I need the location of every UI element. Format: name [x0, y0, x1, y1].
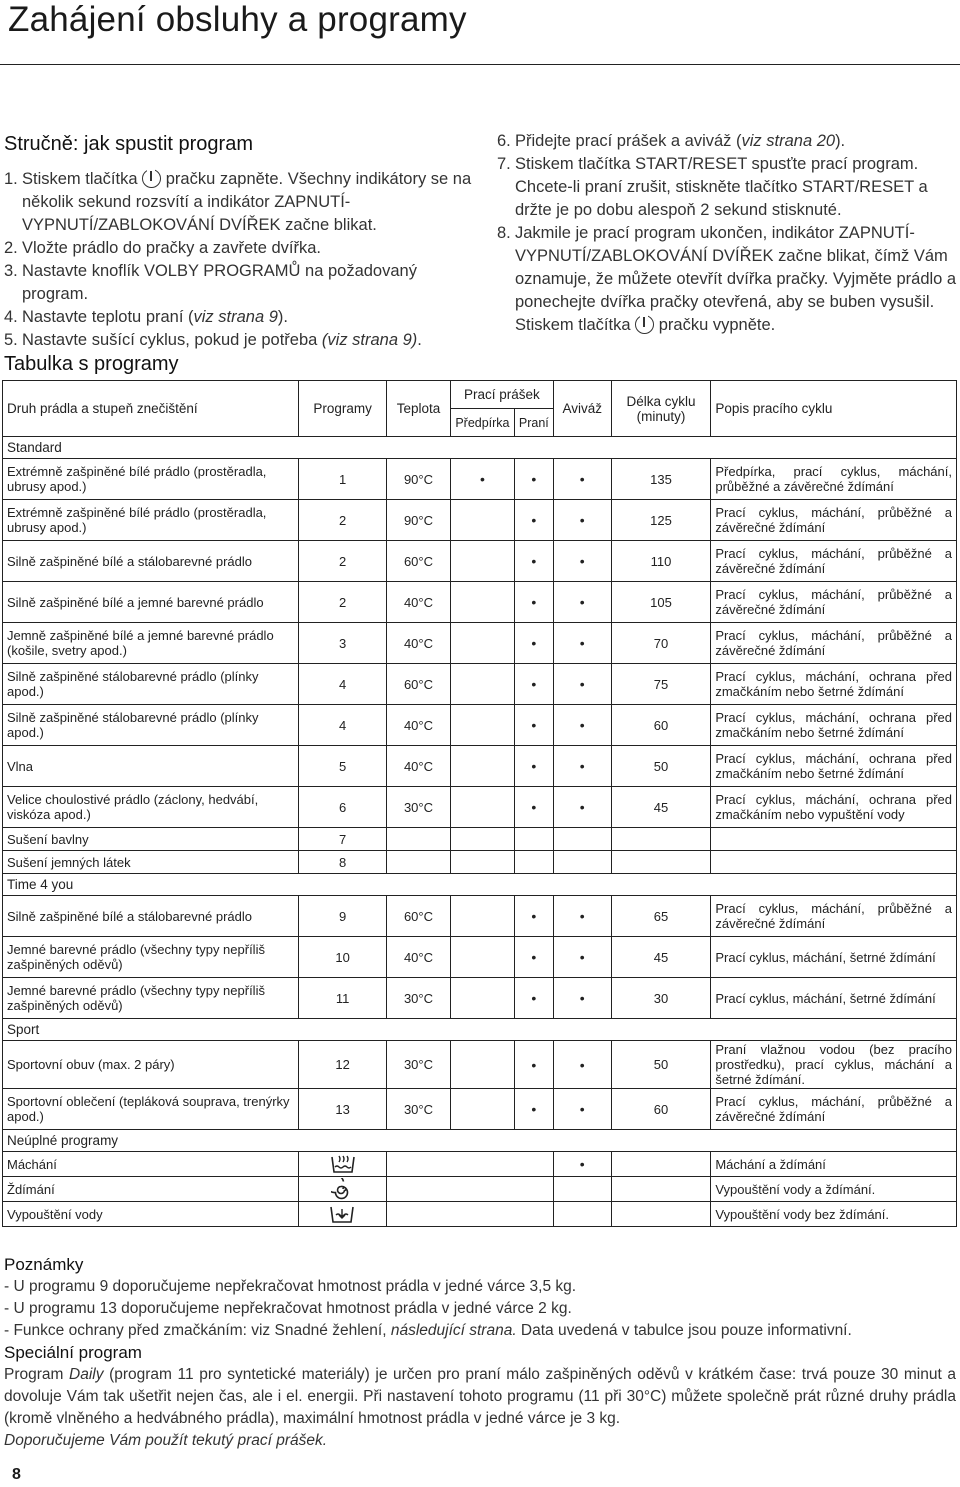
- cell-description: [711, 828, 957, 851]
- cell-druh: Velice choulostivé prádlo (záclony, hedvábí, viskóza apod.): [3, 787, 299, 828]
- cell-duration: 45: [611, 937, 711, 978]
- cell-description: Praní vlažnou vodou (bez pracího prostředku), prací cyklus, máchání a šetrné ždímání.: [711, 1041, 957, 1089]
- cell-temperature: 40°C: [387, 937, 451, 978]
- cell-temperature: 60°C: [387, 541, 451, 582]
- table-row: [3, 623, 957, 664]
- cell-predpirka: [450, 500, 514, 541]
- cell-program: 12: [299, 1041, 387, 1089]
- cell-predpirka: [450, 582, 514, 623]
- cell-description: Prací cyklus, máchání, průběžné a závěrečné ždímání: [711, 500, 957, 541]
- table-row: [3, 1202, 957, 1227]
- cell-description: Prací cyklus, máchání, ochrana před zmačkáním nebo vypuštění vody: [711, 787, 957, 828]
- cell-druh: Sportovní oblečení (tepláková souprava, trenýrky apod.): [3, 1089, 299, 1130]
- quick-start-heading: Stručně: jak spustit program: [4, 133, 253, 155]
- cell-druh: Jemné barevné prádlo (všechny typy nepříliš zašpiněných oděvů): [3, 937, 299, 978]
- cell-program: 2: [299, 500, 387, 541]
- cell-predpirka: [450, 978, 514, 1019]
- cell-avivaz: •: [553, 541, 611, 582]
- cell-description: Prací cyklus, máchání, průběžné a závěrečné ždímání: [711, 896, 957, 937]
- cell-description: Máchání a ždímání: [711, 1152, 957, 1177]
- cell-druh: Silně zašpiněné stálobarevné prádlo (plínky apod.): [3, 705, 299, 746]
- cell-druh: Ždímání: [3, 1177, 299, 1202]
- cell-druh: Vlna: [3, 746, 299, 787]
- cell-temperature: 30°C: [387, 978, 451, 1019]
- section-label: Neúplné programy: [3, 1130, 957, 1152]
- cell-temperature: 40°C: [387, 746, 451, 787]
- cell-temperature: 30°C: [387, 1089, 451, 1130]
- cell-temperature: 90°C: [387, 500, 451, 541]
- cell-duration: 30: [611, 978, 711, 1019]
- cell-avivaz: •: [553, 500, 611, 541]
- cell-duration: [611, 1152, 711, 1177]
- header-programy: Programy: [299, 381, 387, 437]
- cell-prani: •: [514, 896, 553, 937]
- note-item: - U programu 9 doporučujeme nepřekračovat hmotnost prádla v jedné várce 3,5 kg.: [4, 1278, 577, 1295]
- step-1: 1. Stiskem tlačítka pračku zapněte. Všechny indikátory se na několik sekund rozsvítí a indikátor ZAPNUTÍ-VYPNUTÍ/ZABLOKOVÁNÍ DVÍŘEK začne blikat.: [4, 170, 472, 234]
- cell-predpirka: [450, 1041, 514, 1089]
- page-title: Zahájení obsluhy a programy: [8, 0, 467, 39]
- cell-temperature: 30°C: [387, 787, 451, 828]
- cell-avivaz: •: [553, 937, 611, 978]
- cell-duration: 110: [611, 541, 711, 582]
- cell-blank: [387, 1152, 554, 1177]
- cell-avivaz: •: [553, 705, 611, 746]
- cell-duration: 105: [611, 582, 711, 623]
- table-row: [3, 828, 957, 851]
- table-row: [3, 1177, 957, 1202]
- cell-avivaz: [553, 828, 611, 851]
- cell-duration: 125: [611, 500, 711, 541]
- header-delka: Délka cyklu (minuty): [611, 381, 711, 437]
- cell-program: 6: [299, 787, 387, 828]
- step-6: 6. Přidejte prací prášek a aviváž (viz strana 20).: [497, 132, 846, 150]
- cell-program: 11: [299, 978, 387, 1019]
- table-row: [3, 746, 957, 787]
- cell-predpirka: [450, 828, 514, 851]
- header-prani: Praní: [514, 409, 553, 437]
- table-row: [3, 896, 957, 937]
- cell-duration: 60: [611, 1089, 711, 1130]
- cell-avivaz: •: [553, 896, 611, 937]
- section-label: Time 4 you: [3, 874, 957, 896]
- page-number: 8: [12, 1466, 21, 1483]
- cell-druh: Vypouštění vody: [3, 1202, 299, 1227]
- table-row: [3, 1041, 957, 1089]
- table-row: [3, 1089, 957, 1130]
- cell-description: Prací cyklus, máchání, ochrana před zmačkáním nebo šetrné ždímání: [711, 664, 957, 705]
- cell-temperature: 40°C: [387, 623, 451, 664]
- cell-temperature: 60°C: [387, 664, 451, 705]
- cell-druh: Sušení bavlny: [3, 828, 299, 851]
- cell-prani: •: [514, 1041, 553, 1089]
- step-8: 8. Jakmile je prací program ukončen, indikátor ZAPNUTÍ-VYPNUTÍ/ZABLOKOVÁNÍ DVÍŘEK začne blikat, čímž Vám oznamuje, že můžete otevřít dvířka pračky. Vyjměte prádlo a ponechejte dvířka pračky otevřená, aby se buben vysušil. Stiskem tlačítka pračku vypněte.: [497, 224, 957, 334]
- quick-start-steps-right: [497, 130, 957, 337]
- cell-program: 13: [299, 1089, 387, 1130]
- cell-duration: [611, 1202, 711, 1227]
- cell-druh: Silně zašpiněné stálobarevné prádlo (plínky apod.): [3, 664, 299, 705]
- cell-temperature: 90°C: [387, 459, 451, 500]
- cell-description: Prací cyklus, máchání, šetrné ždímání: [711, 937, 957, 978]
- cell-description: Prací cyklus, máchání, průběžné a závěrečné ždímání: [711, 582, 957, 623]
- cell-program: 9: [299, 896, 387, 937]
- cell-prani: •: [514, 746, 553, 787]
- cell-description: Prací cyklus, máchání, ochrana před zmačkáním nebo šetrné ždímání: [711, 746, 957, 787]
- section-row: [3, 1130, 957, 1152]
- cell-predpirka: [450, 664, 514, 705]
- power-icon: [635, 315, 654, 334]
- cell-predpirka: •: [450, 459, 514, 500]
- header-popis: Popis pracího cyklu: [711, 381, 957, 437]
- cell-prani: •: [514, 1089, 553, 1130]
- cell-program: 2: [299, 541, 387, 582]
- step-5: 5. Nastavte sušící cyklus, pokud je potřeba (viz strana 9).: [4, 331, 422, 349]
- title-divider: [0, 64, 960, 65]
- cell-program: 10: [299, 937, 387, 978]
- rinse-icon: [299, 1152, 387, 1177]
- program-table: [2, 380, 957, 1227]
- cell-prani: •: [514, 664, 553, 705]
- table-row: [3, 1152, 957, 1177]
- cell-prani: [514, 828, 553, 851]
- cell-program: 4: [299, 664, 387, 705]
- table-row: [3, 541, 957, 582]
- cell-predpirka: [450, 851, 514, 874]
- cell-description: Předpírka, prací cyklus, máchání, průběžné a závěrečné ždímání: [711, 459, 957, 500]
- cell-avivaz: [553, 1202, 611, 1227]
- cell-predpirka: [450, 705, 514, 746]
- cell-duration: 50: [611, 1041, 711, 1089]
- cell-description: Prací cyklus, máchání, průběžné a závěrečné ždímání: [711, 1089, 957, 1130]
- section-row: [3, 1019, 957, 1041]
- cell-program: 5: [299, 746, 387, 787]
- cell-duration: [611, 828, 711, 851]
- cell-avivaz: •: [553, 1152, 611, 1177]
- cell-predpirka: [450, 1089, 514, 1130]
- cell-prani: •: [514, 937, 553, 978]
- cell-description: Prací cyklus, máchání, průběžné a závěrečné ždímání: [711, 541, 957, 582]
- cell-duration: 60: [611, 705, 711, 746]
- cell-prani: •: [514, 787, 553, 828]
- cell-blank: [387, 1202, 554, 1227]
- cell-temperature: [387, 851, 451, 874]
- cell-description: Prací cyklus, máchání, průběžné a závěrečné ždímání: [711, 623, 957, 664]
- step-2: 2. Vložte prádlo do pračky a zavřete dvířka.: [4, 239, 321, 257]
- cell-avivaz: •: [553, 1041, 611, 1089]
- cell-prani: •: [514, 500, 553, 541]
- cell-avivaz: •: [553, 746, 611, 787]
- cell-description: Prací cyklus, máchání, ochrana před zmačkáním nebo šetrné ždímání: [711, 705, 957, 746]
- cell-predpirka: [450, 746, 514, 787]
- section-row: [3, 437, 957, 459]
- cell-druh: Silně zašpiněné bílé a stálobarevné prádlo: [3, 896, 299, 937]
- cell-druh: Jemné barevné prádlo (všechny typy nepříliš zašpiněných oděvů): [3, 978, 299, 1019]
- notes-section: [4, 1254, 956, 1452]
- cell-prani: •: [514, 459, 553, 500]
- cell-prani: •: [514, 582, 553, 623]
- spin-icon: [299, 1177, 387, 1202]
- cell-avivaz: •: [553, 1089, 611, 1130]
- cell-prani: •: [514, 623, 553, 664]
- cell-duration: 45: [611, 787, 711, 828]
- power-icon: [142, 169, 161, 188]
- section-row: [3, 874, 957, 896]
- cell-duration: [611, 851, 711, 874]
- header-praci-prasek: Prací prášek: [450, 381, 553, 409]
- table-row: [3, 582, 957, 623]
- table-row: [3, 787, 957, 828]
- cell-druh: Extrémně zašpiněné bílé prádlo (prostěradla, ubrusy apod.): [3, 500, 299, 541]
- section-label: Standard: [3, 437, 957, 459]
- cell-avivaz: •: [553, 459, 611, 500]
- header-avivaz: Aviváž: [553, 381, 611, 437]
- special-tip: Doporučujeme Vám použít tekutý prací prášek.: [4, 1432, 328, 1449]
- cell-blank: [387, 1177, 554, 1202]
- cell-duration: 75: [611, 664, 711, 705]
- cell-program: 7: [299, 828, 387, 851]
- cell-description: Vypouštění vody bez ždímání.: [711, 1202, 957, 1227]
- cell-druh: Silně zašpiněné bílé a stálobarevné prádlo: [3, 541, 299, 582]
- cell-duration: 70: [611, 623, 711, 664]
- step-4: 4. Nastavte teplotu praní (viz strana 9).: [4, 308, 288, 326]
- cell-program: 3: [299, 623, 387, 664]
- cell-prani: •: [514, 705, 553, 746]
- cell-avivaz: [553, 851, 611, 874]
- cell-duration: 65: [611, 896, 711, 937]
- cell-description: Prací cyklus, máchání, šetrné ždímání: [711, 978, 957, 1019]
- cell-druh: Jemně zašpiněné bílé a jemné barevné prádlo (košile, svetry apod.): [3, 623, 299, 664]
- table-row: [3, 851, 957, 874]
- table-heading: Tabulka s programy: [4, 353, 179, 375]
- cell-temperature: [387, 828, 451, 851]
- cell-druh: Sušení jemných látek: [3, 851, 299, 874]
- table-row: [3, 937, 957, 978]
- quick-start-steps-left: [4, 168, 474, 352]
- cell-program: 1: [299, 459, 387, 500]
- cell-druh: Sportovní obuv (max. 2 páry): [3, 1041, 299, 1089]
- step-7: 7. Stiskem tlačítka START/RESET spusťte prací program. Chcete-li praní zrušit, stiskněte tlačítko START/RESET a držte je po dobu alespoň 2 sekund stisknuté.: [497, 155, 928, 219]
- cell-prani: [514, 851, 553, 874]
- cell-predpirka: [450, 541, 514, 582]
- cell-temperature: 40°C: [387, 705, 451, 746]
- note-item: - U programu 13 doporučujeme nepřekračovat hmotnost prádla v jedné várce 2 kg.: [4, 1300, 572, 1317]
- cell-program: 8: [299, 851, 387, 874]
- cell-duration: [611, 1177, 711, 1202]
- cell-druh: Extrémně zašpiněné bílé prádlo (prostěradla, ubrusy apod.): [3, 459, 299, 500]
- cell-predpirka: [450, 623, 514, 664]
- note-item: - Funkce ochrany před zmačkáním: viz Snadné žehlení, následující strana. Data uvedená v tabulce jsou pouze informativní.: [4, 1322, 852, 1339]
- cell-avivaz: [553, 1177, 611, 1202]
- cell-prani: •: [514, 978, 553, 1019]
- cell-avivaz: •: [553, 623, 611, 664]
- section-label: Sport: [3, 1019, 957, 1041]
- cell-duration: 50: [611, 746, 711, 787]
- table-row: [3, 664, 957, 705]
- cell-druh: Silně zašpiněné bílé a jemné barevné prádlo: [3, 582, 299, 623]
- cell-avivaz: •: [553, 582, 611, 623]
- cell-description: Vypouštění vody a ždímání.: [711, 1177, 957, 1202]
- cell-duration: 135: [611, 459, 711, 500]
- cell-temperature: 60°C: [387, 896, 451, 937]
- table-row: [3, 978, 957, 1019]
- special-heading: Speciální program: [4, 1343, 142, 1362]
- header-teplota: Teplota: [387, 381, 451, 437]
- special-text: Program Daily (program 11 pro syntetické materiály) je určen pro praní málo zašpiněných oděvů v krátkém čase: trvá pouze 30 minut a dovoluje Vám tak ušetřit nejen čas, ale i el. energii. Při nastavení tohoto programu (11 při 30°C) můžete společně prát různé druhy prádla (kromě vlněného a hedvábného prádla), maximální hmotnost prádla v jedné várce je 3 kg.: [4, 1366, 956, 1427]
- cell-druh: Máchání: [3, 1152, 299, 1177]
- table-row: [3, 705, 957, 746]
- cell-prani: •: [514, 541, 553, 582]
- cell-description: [711, 851, 957, 874]
- header-druh: Druh prádla a stupeň znečištění: [3, 381, 299, 437]
- cell-temperature: 30°C: [387, 1041, 451, 1089]
- cell-avivaz: •: [553, 787, 611, 828]
- step-3: 3. Nastavte knoflík VOLBY PROGRAMŮ na požadovaný program.: [4, 262, 417, 303]
- cell-avivaz: •: [553, 978, 611, 1019]
- table-row: [3, 459, 957, 500]
- cell-program: 4: [299, 705, 387, 746]
- cell-temperature: 40°C: [387, 582, 451, 623]
- cell-predpirka: [450, 896, 514, 937]
- cell-avivaz: •: [553, 664, 611, 705]
- header-predpirka: Předpírka: [450, 409, 514, 437]
- cell-predpirka: [450, 787, 514, 828]
- notes-heading: Poznámky: [4, 1255, 84, 1274]
- cell-program: 2: [299, 582, 387, 623]
- cell-predpirka: [450, 937, 514, 978]
- table-row: [3, 500, 957, 541]
- drain-icon: [299, 1202, 387, 1227]
